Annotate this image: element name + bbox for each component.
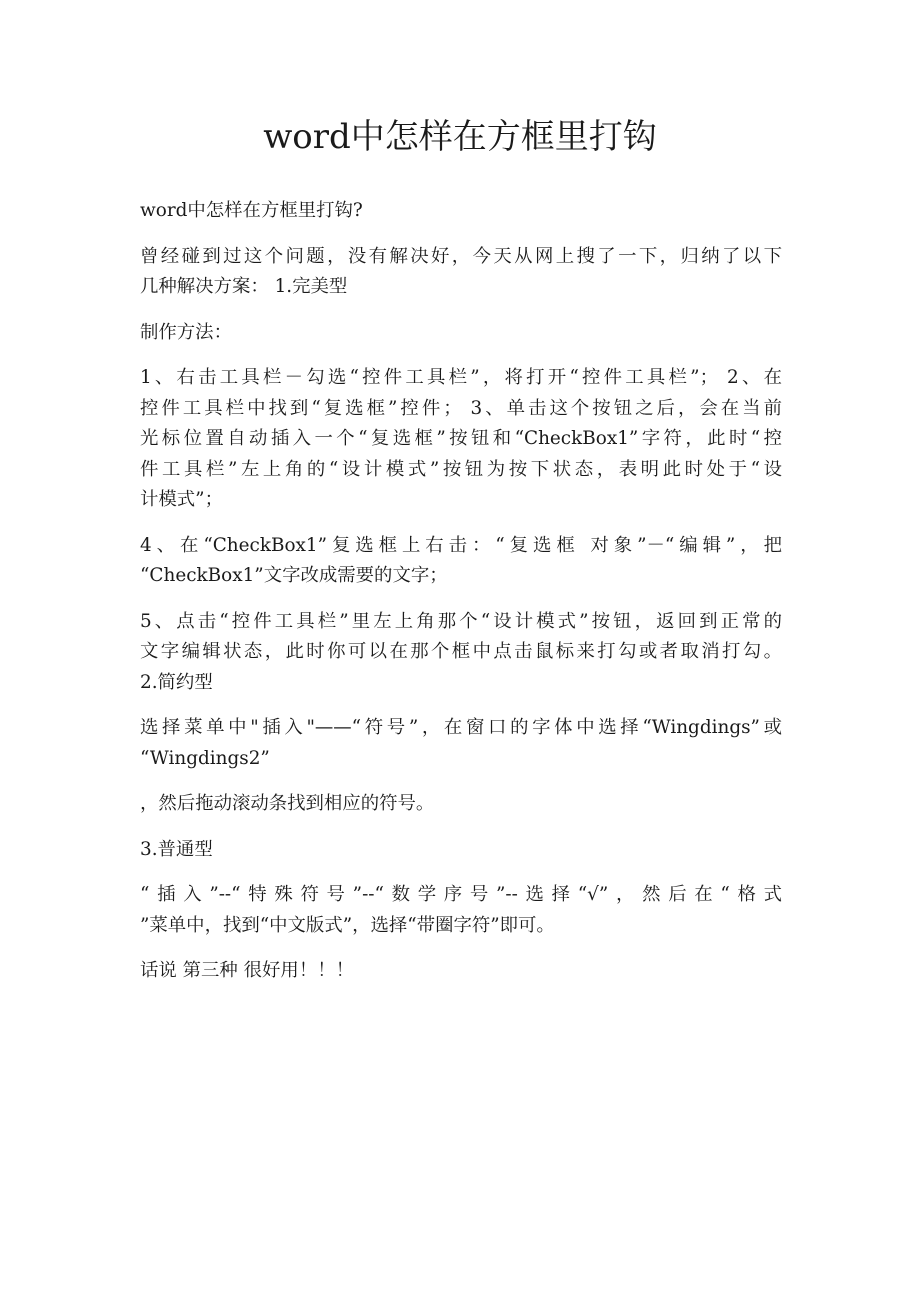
paragraph-steps-1-3	[140, 363, 782, 516]
paragraph-normal-heading	[140, 835, 782, 866]
paragraph-line: 话说 第三种 很好用！！！	[140, 960, 354, 981]
paragraph-intro	[140, 242, 782, 303]
document-title: word中怎样在方框里打钩	[263, 117, 657, 157]
paragraph-closing-remark	[140, 956, 782, 987]
paragraph-line: 5、点击“控件工具栏”里左上角那个“设计模式”按钮，返回到正常的	[140, 610, 782, 632]
paragraph-simple-method	[140, 713, 782, 774]
paragraph-question	[140, 196, 782, 227]
paragraph-line: 控件工具栏中找到“复选框”控件； 3、单击这个按钮之后，会在当前	[140, 397, 782, 419]
paragraph-normal-method	[140, 880, 782, 941]
paragraph-line: 曾经碰到过这个问题，没有解决好，今天从网上搜了一下，归纳了以下	[140, 245, 782, 267]
paragraph-line: 选择菜单中"插入"——“符号”，在窗口的字体中选择“Wingdings”或	[140, 717, 782, 738]
paragraph-line: word中怎样在方框里打钩?	[140, 200, 363, 221]
paragraph-step-5	[140, 607, 782, 699]
paragraph-line: 光标位置自动插入一个“复选框”按钮和“CheckBox1”字符，此时“控	[140, 428, 782, 449]
paragraph-line: “插入”--“特殊符号”--“数学序号”--选择“√”，然后在“格式	[140, 884, 782, 905]
document-body	[140, 196, 782, 987]
paragraph-method-heading	[140, 318, 782, 349]
paragraph-line: 几种解决方案： 1.完美型	[140, 276, 348, 297]
paragraph-line: 制作方法：	[140, 321, 232, 343]
paragraph-line: ，然后拖动滚动条找到相应的符号。	[140, 793, 435, 814]
paragraph-line: 4、在“CheckBox1”复选框上右击：“复选框 对象”－“编辑”，把	[140, 534, 782, 556]
paragraph-line: 2.简约型	[140, 671, 213, 693]
paragraph-line: 件工具栏”左上角的“设计模式”按钮为按下状态，表明此时处于“设	[140, 458, 782, 480]
paragraph-line: “Wingdings2”	[140, 747, 270, 769]
paragraph-step-4	[140, 531, 782, 592]
paragraph-line: 3.普通型	[140, 838, 213, 860]
paragraph-line: ”菜单中，找到“中文版式”，选择“带圈字符”即可。	[140, 914, 555, 936]
paragraph-line: 文字编辑状态，此时你可以在那个框中点击鼠标来打勾或者取消打勾。	[140, 641, 782, 662]
paragraph-line: “CheckBox1”文字改成需要的文字；	[140, 565, 448, 586]
paragraph-scroll-note	[140, 789, 782, 820]
paragraph-line: 计模式”；	[140, 489, 223, 510]
paragraph-line: 1、右击工具栏－勾选“控件工具栏”，将打开“控件工具栏”； 2、在	[140, 367, 782, 388]
